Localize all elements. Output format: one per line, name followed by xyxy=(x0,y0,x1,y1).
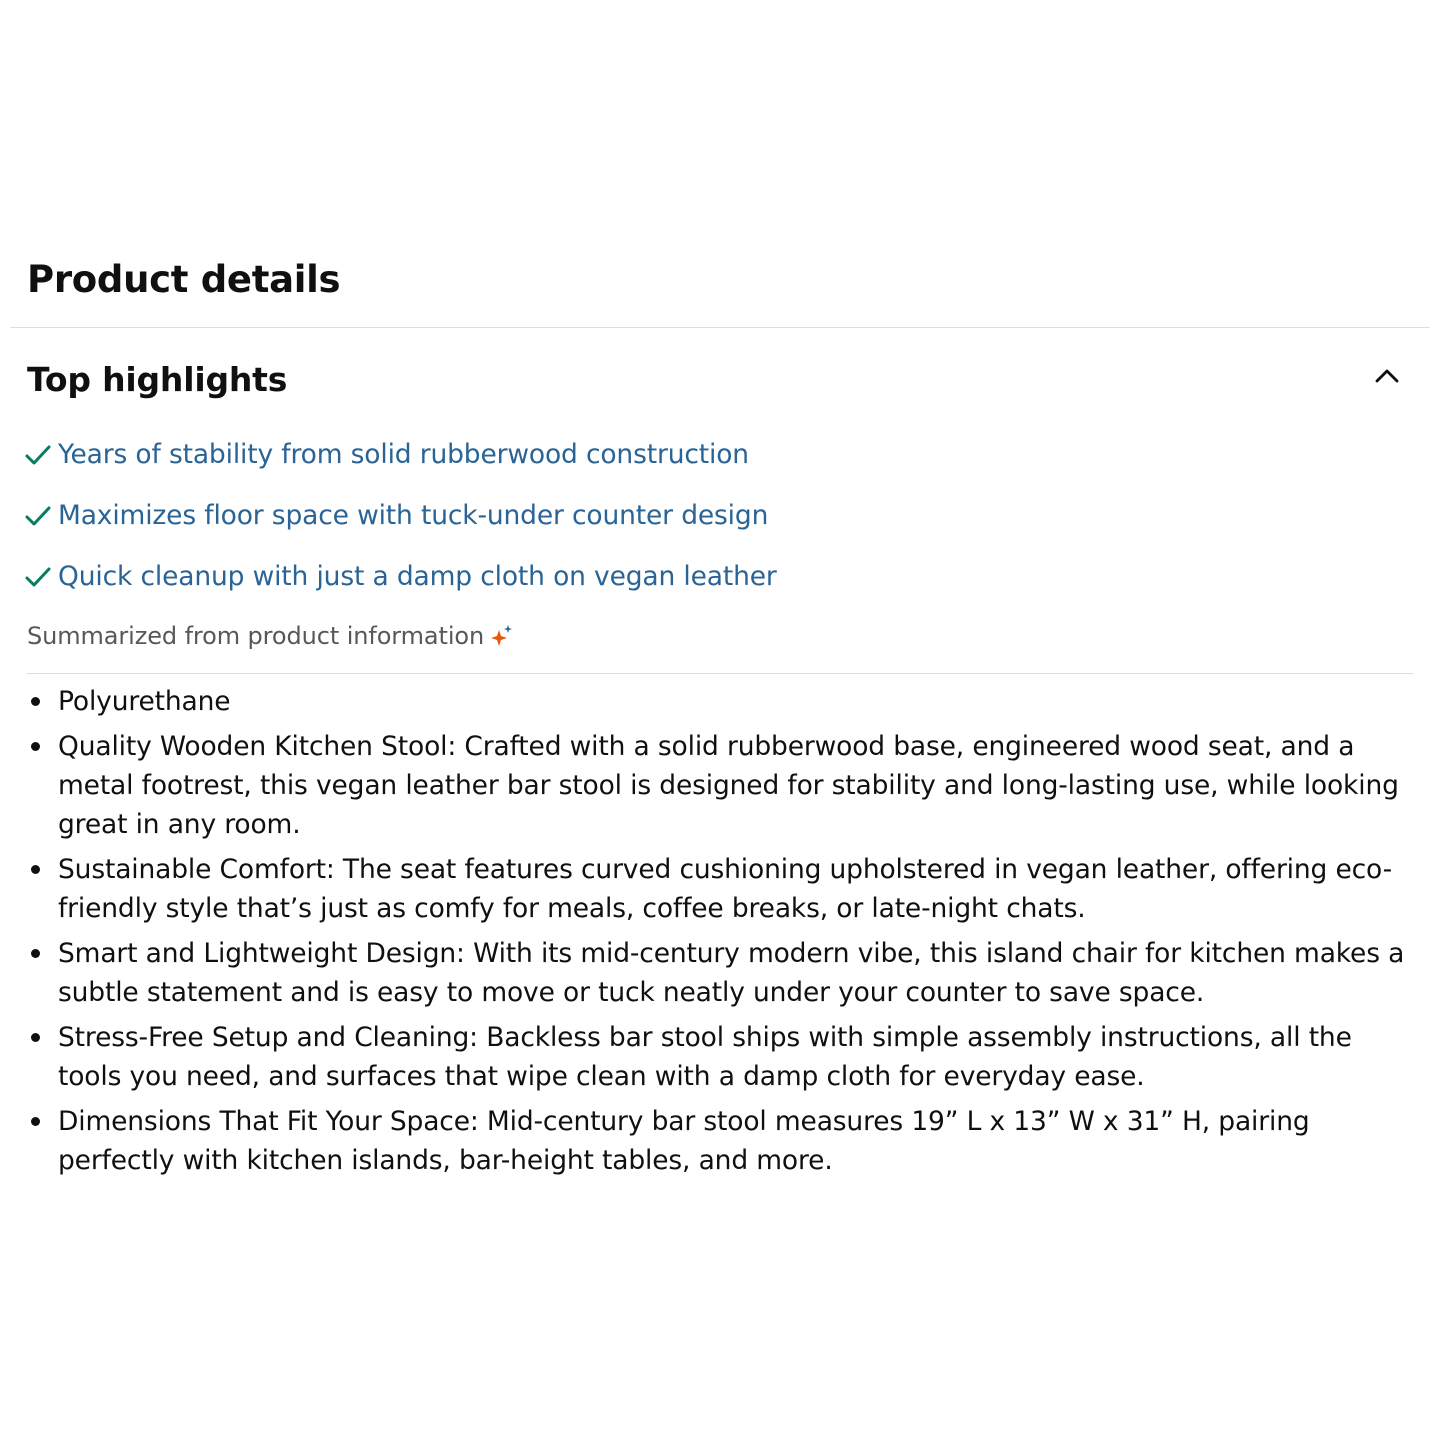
page-title: Product details xyxy=(27,258,341,301)
feature-bullet: Dimensions That Fit Your Space: Mid-century bar stool measures 19” L x 13” W x 31” H, pairing perfectly with kitchen islands, bar-height tables, and more. xyxy=(58,1102,1418,1180)
section-divider xyxy=(10,327,1430,328)
section-title: Top highlights xyxy=(27,360,288,399)
check-icon xyxy=(24,563,52,591)
highlight-text: Maximizes floor space with tuck-under counter design xyxy=(58,500,769,531)
top-highlights-header[interactable] xyxy=(27,356,1405,404)
summary-note xyxy=(27,618,515,654)
chevron-up-icon[interactable] xyxy=(1369,358,1405,394)
feature-bullet: Sustainable Comfort: The seat features curved cushioning upholstered in vegan leather, offering eco-friendly style that’s just as comfy for meals, coffee breaks, or late-night chats. xyxy=(58,850,1418,928)
top-highlights-list xyxy=(24,432,777,615)
feature-bullet: Polyurethane xyxy=(58,682,1418,721)
summary-text: Summarized from product information xyxy=(27,622,485,650)
feature-bullet: Smart and Lightweight Design: With its mid-century modern vibe, this island chair for kitchen makes a subtle statement and is easy to move or tuck neatly under your counter to save space. xyxy=(58,934,1418,1012)
feature-bullet: Quality Wooden Kitchen Stool: Crafted with a solid rubberwood base, engineered wood seat, and a metal footrest, this vegan leather bar stool is designed for stability and long-lasting use, while looking great in any room. xyxy=(58,727,1418,844)
highlight-item xyxy=(24,432,777,477)
feature-bullet-list xyxy=(58,682,1418,1186)
sparkle-icon xyxy=(489,623,515,649)
check-icon xyxy=(24,502,52,530)
feature-bullet: Stress-Free Setup and Cleaning: Backless bar stool ships with simple assembly instructions, all the tools you need, and surfaces that wipe clean with a damp cloth for everyday ease. xyxy=(58,1018,1418,1096)
highlight-item xyxy=(24,554,777,599)
highlight-text: Years of stability from solid rubberwood construction xyxy=(58,439,749,470)
check-icon xyxy=(24,441,52,469)
highlight-item xyxy=(24,493,777,538)
list-divider xyxy=(27,673,1413,674)
highlight-text: Quick cleanup with just a damp cloth on vegan leather xyxy=(58,561,777,592)
